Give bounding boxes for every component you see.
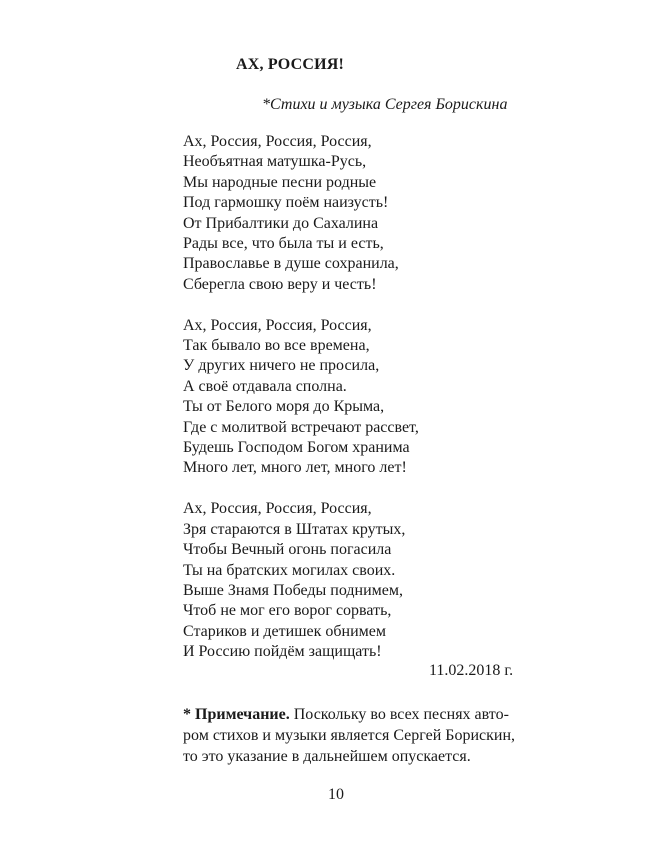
poem-line: От Прибалтики до Сахалина	[183, 214, 379, 232]
poem-attribution: *Стихи и музыка Сергея Борискина	[262, 96, 508, 113]
stanza-1	[183, 132, 563, 295]
poem-line: Ты от Белого моря до Крыма,	[183, 398, 385, 416]
poem-line: У других ничего не просила,	[183, 357, 380, 375]
poem-line: Ты на братских могилах своих.	[183, 561, 396, 579]
poem-line: Ах, Россия, Россия, Россия,	[183, 133, 372, 150]
poem-line: Зря стараются в Штатах крутых,	[183, 520, 406, 538]
poem-line: Будешь Господом Богом хранима	[183, 439, 410, 457]
poem-title: АХ, РОССИЯ!	[236, 56, 345, 73]
poem-line: А своё отдавала сполна.	[183, 377, 347, 395]
footnote-line: то это указание в дальнейшем опускается.	[183, 748, 471, 765]
poem-line: Выше Знамя Победы поднимем,	[183, 581, 403, 599]
poem-line: Ах, Россия, Россия, Россия,	[183, 316, 372, 334]
poem-line: Сберегла свою веру и честь!	[183, 275, 377, 293]
poem-line: Чтобы Вечный огонь погасила	[183, 541, 392, 559]
stanza-3	[183, 499, 563, 662]
footnote-label: * Примечание.	[183, 706, 290, 723]
poem-line: Чтоб не мог его ворог сорвать,	[183, 602, 392, 620]
poem-line: Необъятная матушка-Русь,	[183, 153, 367, 171]
poem-body	[183, 132, 563, 663]
footnote-line: ром стихов и музыки является Сергей Борискин,	[183, 727, 516, 744]
poem-line: Православье в душе сохранила,	[183, 255, 399, 273]
poem-line: И Россию пойдём защищать!	[183, 643, 382, 661]
stanza-2	[183, 316, 563, 479]
poem-line: Стариков и детишек обнимем	[183, 622, 386, 640]
poem-line: Под гармошку поём наизусть!	[183, 194, 389, 212]
page-number: 10	[328, 786, 344, 803]
poem-line: Где с молитвой встречают рассвет,	[183, 418, 419, 436]
footnote	[183, 704, 543, 767]
poem-line: Много лет, много лет, много лет!	[183, 459, 407, 477]
footnote-text: Поскольку во всех песнях авто-	[289, 706, 509, 723]
poem-line: Рады все, что была ты и есть,	[183, 235, 384, 253]
footnote-line	[183, 704, 543, 725]
poem-date: 11.02.2018 г.	[429, 662, 514, 679]
poem-line: Мы народные песни родные	[183, 173, 377, 191]
poem-line: Так бывало во все времена,	[183, 337, 370, 355]
poem-line: Ах, Россия, Россия, Россия,	[183, 500, 372, 518]
